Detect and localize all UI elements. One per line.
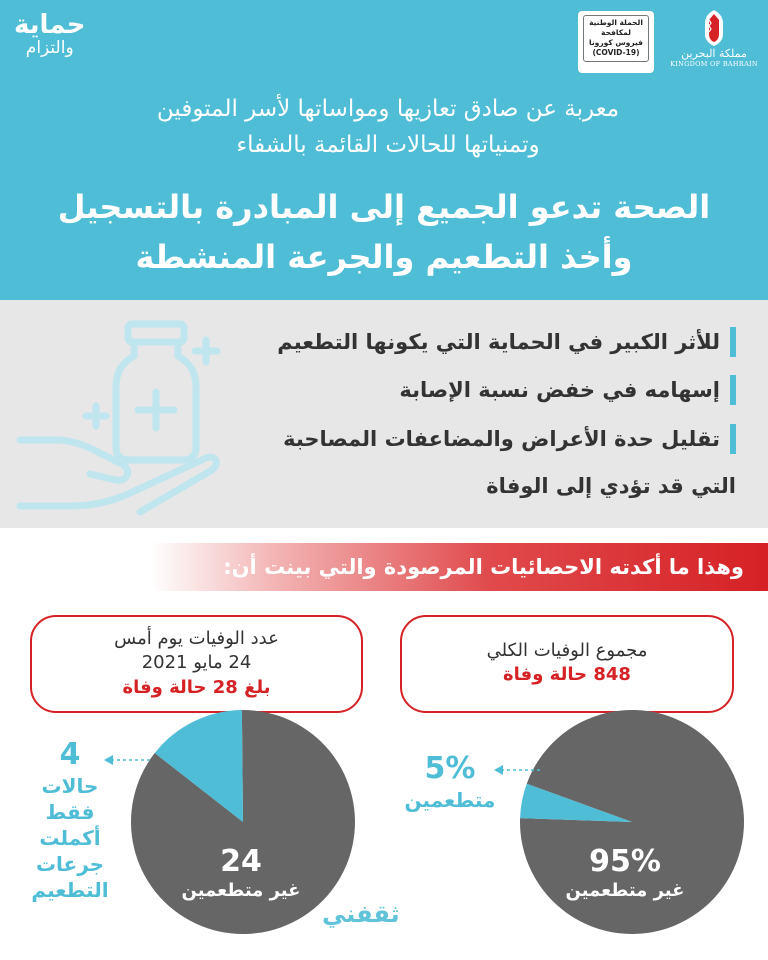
pie-yesterday-vax-side-label (30, 738, 110, 903)
pie-yesterday-vax-line-4: جرعات (35, 851, 105, 876)
stats-banner-text: وهذا ما أكدته الاحصائيات المرصودة والتي بينت أن: (223, 555, 744, 579)
pie-yesterday-unvax-value: 24 (220, 844, 262, 879)
campaign-line-1: الحملة الوطنية (589, 18, 643, 27)
pie-yesterday-vax-line-2: فقط (45, 799, 95, 824)
yesterday-deaths-title: عدد الوفيات يوم أمس (114, 628, 279, 649)
total-deaths-result: 848 حالة وفاة (503, 664, 631, 686)
campaign-line-2: لمكافحة (601, 28, 631, 38)
condolence-line-2: وتمنياتها للحالات القائمة بالشفاء (236, 131, 540, 158)
thaqafni-watermark: ثقفني (322, 900, 400, 928)
pie-total-vax-value: 5% (424, 751, 476, 786)
total-deaths-title: مجموع الوفيات الكلي (486, 640, 648, 661)
pie-total-unvax-label: غير متطعمين (565, 879, 685, 901)
pie-total-vax-side-label (400, 752, 500, 813)
yesterday-deaths-result: بلغ 28 حالة وفاة (122, 676, 271, 698)
pie-total-unvax-value: 95% (589, 844, 661, 879)
benefit-text-2: إسهامه في خفض نسبة الإصابة (399, 378, 720, 402)
pie-yesterday-unvax-label: غير متطعمين (181, 879, 301, 901)
condolence-line-1: معربة عن صادق تعازيها ومواساتها لأسر المتوفين (156, 96, 620, 122)
pie-total-vax-label: متطعمين (404, 787, 496, 812)
himaya-logo-line2: والتزام (25, 38, 74, 58)
pie-total-center-label (560, 845, 690, 901)
pie-yesterday-vax-line-1: حالات (41, 773, 99, 798)
pie-yesterday-vax-line-3: أكملت (39, 825, 101, 850)
pie-yesterday-vax-line-5: التطعيم (31, 877, 109, 902)
himaya-logo-line1: حماية (14, 10, 86, 40)
campaign-line-4: (COVID-19) (592, 48, 640, 58)
kingdom-english-name: KINGDOM OF BAHRAIN (670, 60, 758, 69)
headline-line-1: الصحة تدعو الجميع إلى المبادرة بالتسجيل (57, 188, 711, 226)
campaign-line-3: فيروس كورونا (589, 38, 643, 48)
headline-line-2: وأخذ التطعيم والجرعة المنشطة (135, 237, 633, 276)
benefit-text-3-continued: التي قد تؤدي إلى الوفاة (486, 474, 736, 498)
kingdom-arabic-name: مملكة البحرين (681, 47, 747, 60)
benefit-text-3: تقليل حدة الأعراض والمضاعفات المصاحبة (283, 427, 720, 451)
yesterday-deaths-date: 24 مايو 2021 (141, 652, 252, 674)
pie-yesterday-center-label (176, 845, 306, 901)
pie-yesterday-vax-value: 4 (59, 737, 81, 772)
benefit-text-1: للأثر الكبير في الحماية التي يكونها التطعيم (277, 330, 720, 354)
